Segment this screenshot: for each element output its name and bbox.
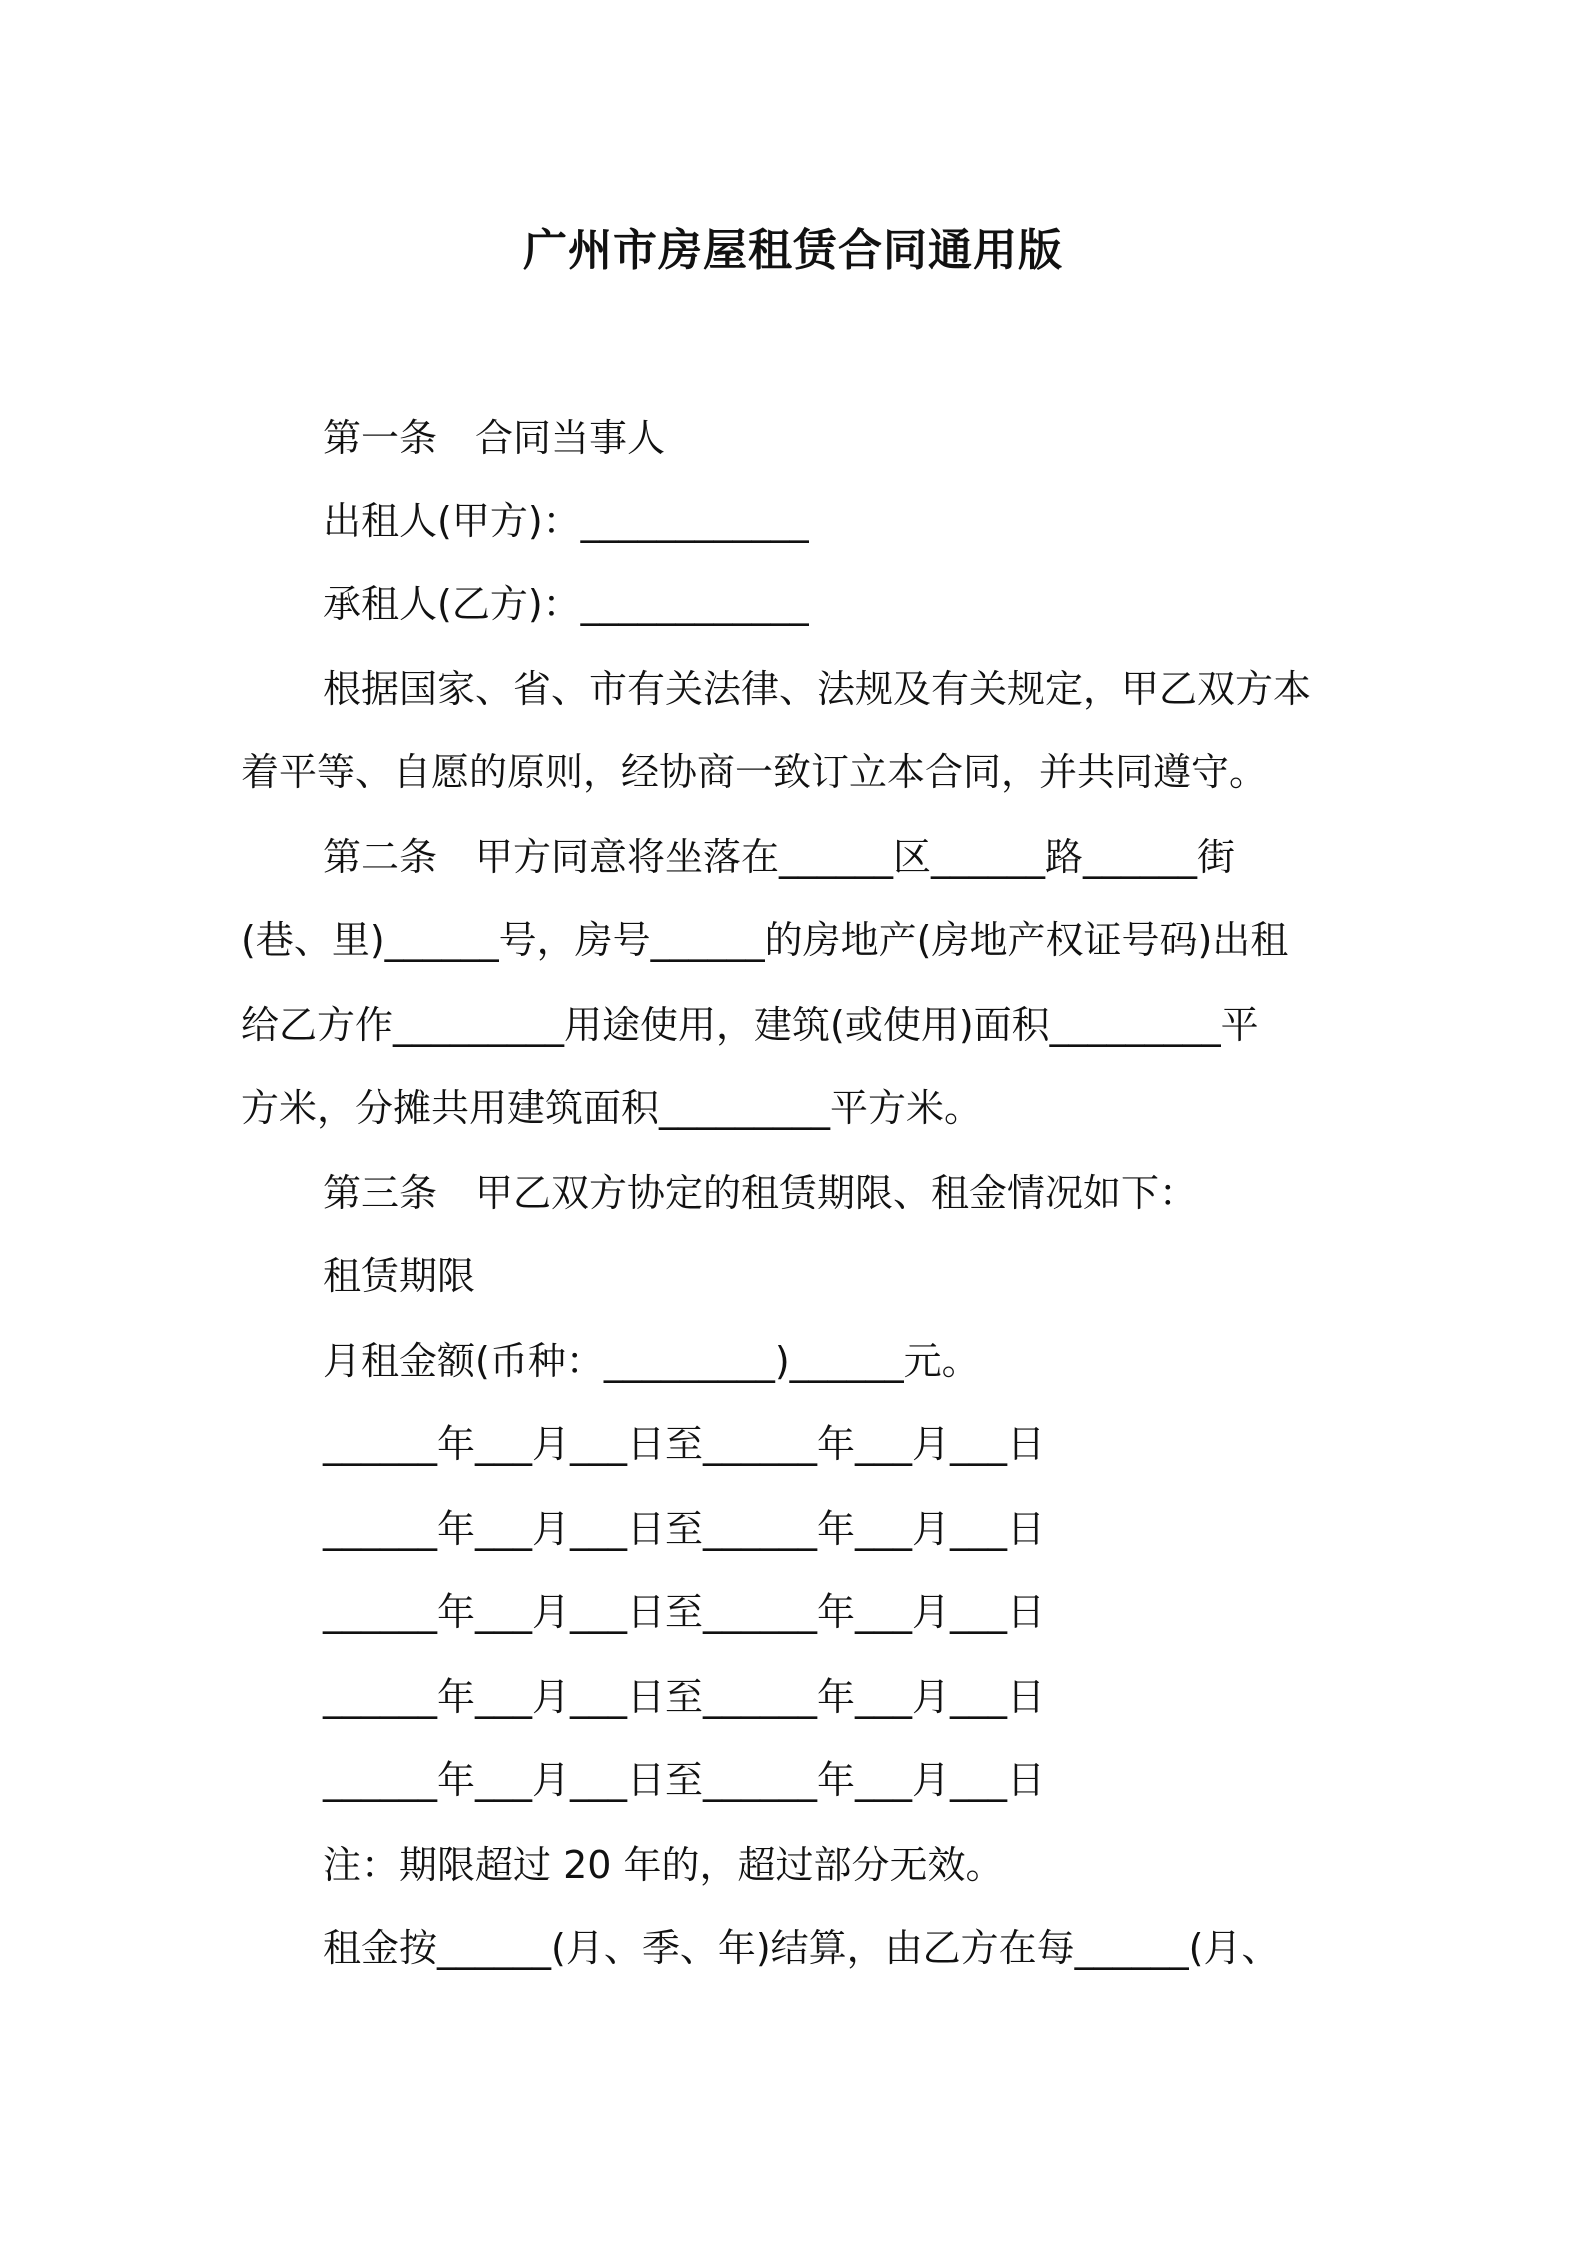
basis-line-1: 根据国家、省、市有关法律、法规及有关规定，甲乙双方本 [323,667,1312,711]
article-2-line-4: 方米，分摊共用建筑面积_________平方米。 [241,1086,983,1130]
term-note: 注：期限超过 20 年的，超过部分无效。 [323,1843,1004,1887]
period-row: ______年___月___日至______年___月___日 [323,1422,1046,1466]
lessee-line: 承租人(乙方)：____________ [323,582,809,626]
article-1-heading: 第一条 合同当事人 [323,416,666,460]
lease-period-label: 租赁期限 [323,1254,476,1298]
document-title: 广州市房屋租赁合同通用版 [523,225,1063,276]
article-2-line-1: 第二条 甲方同意将坐落在______区______路______街 [323,835,1236,879]
period-row: ______年___月___日至______年___月___日 [323,1507,1046,1551]
article-2-line-2: (巷、里)______号，房号______的房地产(房地产权证号码)出租 [241,918,1289,962]
period-row: ______年___月___日至______年___月___日 [323,1675,1046,1719]
monthly-rent-line: 月租金额(币种：_________)______元。 [323,1339,980,1383]
period-row: ______年___月___日至______年___月___日 [323,1590,1046,1634]
article-3-heading: 第三条 甲乙双方协定的租赁期限、租金情况如下： [323,1171,1198,1215]
period-row: ______年___月___日至______年___月___日 [323,1758,1046,1802]
basis-line-2: 着平等、自愿的原则，经协商一致订立本合同，并共同遵守。 [241,750,1268,794]
rent-settlement-line: 租金按______(月、季、年)结算，由乙方在每______(月、 [323,1926,1280,1970]
article-2-line-3: 给乙方作_________用途使用，建筑(或使用)面积_________平 [241,1003,1259,1047]
lessor-line: 出租人(甲方)：____________ [323,499,809,543]
